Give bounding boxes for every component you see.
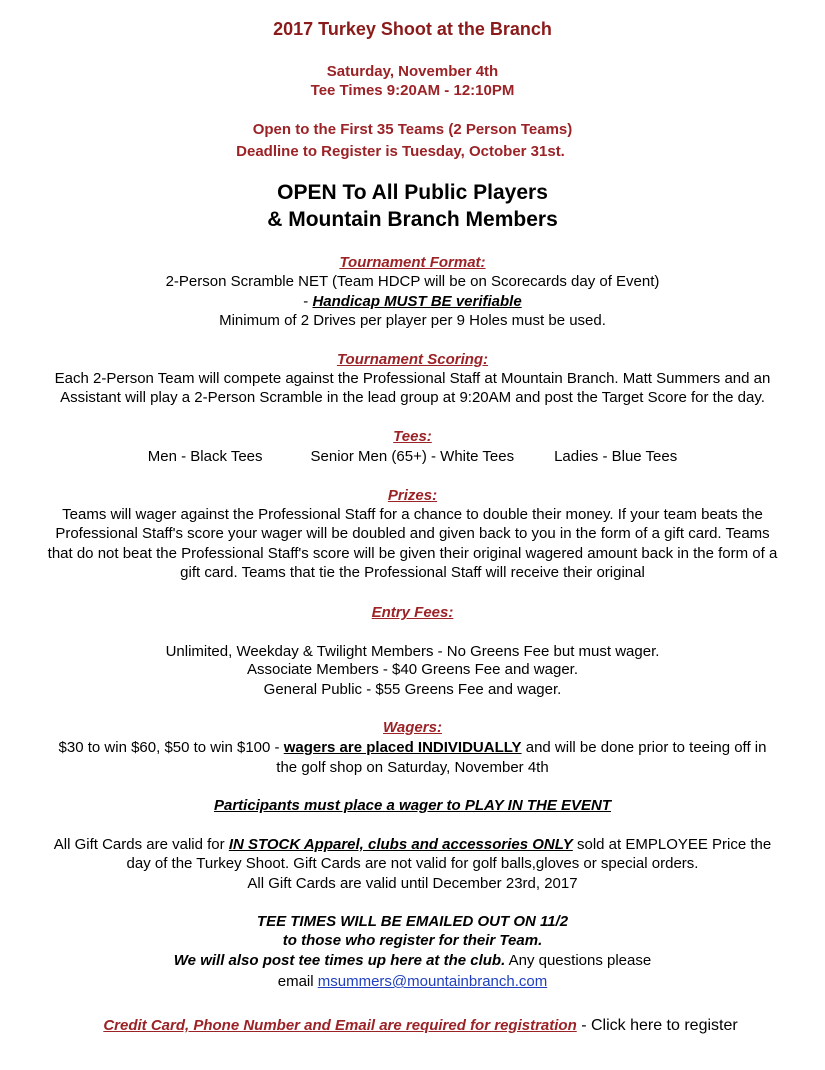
tee-email-line-1: TEE TIMES WILL BE EMAILED OUT ON 11/2 <box>256 913 569 930</box>
register-link[interactable]: - Click here to register <box>576 1017 738 1034</box>
email-prefix: email <box>277 973 318 990</box>
tee-men: Men - Black Tees <box>147 448 263 465</box>
scoring-heading: Tournament Scoring: <box>336 351 489 368</box>
format-line-3: Minimum of 2 Drives per player per 9 Holes must be used. <box>219 312 606 329</box>
tee-ladies: Ladies - Blue Tees <box>554 448 678 465</box>
tees-line <box>0 447 825 466</box>
format-line-2 <box>0 292 825 311</box>
tee-email-line-4 <box>0 972 825 991</box>
gift-cards-intro: All Gift Cards are valid for <box>53 836 229 853</box>
wager-timing: and will be done prior to teeing off in <box>521 739 767 756</box>
registration-requirement: Credit Card, Phone Number and Email are required for registration <box>103 1017 577 1034</box>
gift-cards-line-2: day of the Turkey Shoot. Gift Cards are not valid for golf balls,gloves or special orders. <box>126 855 699 872</box>
wagers-line-2: the golf shop on Saturday, November 4th <box>276 759 549 776</box>
format-line-1: 2-Person Scramble NET (Team HDCP will be on Scorecards day of Event) <box>165 273 660 290</box>
gift-cards-line-1 <box>0 835 825 854</box>
tee-times-range: Tee Times 9:20AM - 12:10PM <box>310 82 515 99</box>
gift-cards-line-3: All Gift Cards are valid until December 23rd, 2017 <box>247 875 578 892</box>
in-stock-items: IN STOCK Apparel, clubs and accessories ONLY <box>228 836 573 853</box>
participants-notice: Participants must place a wager to PLAY IN THE EVENT <box>213 797 612 814</box>
wagers-heading: Wagers: <box>383 719 442 736</box>
questions-note: Any questions please <box>505 952 652 969</box>
scoring-line-2: Assistant will play a 2-Person Scramble in the lead group at 9:20AM and post the Target Score for the day. <box>60 389 765 406</box>
contact-email-link[interactable]: msummers@mountainbranch.com <box>317 973 548 990</box>
format-heading: Tournament Format: <box>339 254 486 271</box>
prizes-line-3: that do not beat the Professional Staff's score will be given their original wagered amount back in the form of a <box>47 545 778 562</box>
entry-fees-heading: Entry Fees: <box>371 604 454 621</box>
entry-fee-associate: Associate Members - $40 Greens Fee and wager. <box>247 661 578 678</box>
entry-fee-public: General Public - $55 Greens Fee and wager. <box>263 681 562 698</box>
wagers-line-1 <box>0 738 825 757</box>
event-date: Saturday, November 4th <box>326 63 499 80</box>
gift-cards-price: sold at EMPLOYEE Price the <box>572 836 772 853</box>
entry-fee-members: Unlimited, Weekday & Twilight Members - No Greens Fee but must wager. <box>165 643 660 660</box>
scoring-line-1: Each 2-Person Team will compete against the Professional Staff at Mountain Branch. Matt Summers and an <box>54 370 771 387</box>
handicap-verifiable: Handicap MUST BE verifiable <box>312 293 522 310</box>
tee-email-line-3 <box>0 951 825 970</box>
registration-line <box>8 1015 825 1036</box>
open-public-heading: OPEN To All Public Players <box>277 181 548 204</box>
wager-amounts: $30 to win $60, $50 to win $100 - <box>58 739 284 756</box>
tees-heading: Tees: <box>393 428 432 445</box>
registration-deadline: Deadline to Register is Tuesday, October 31st. <box>236 143 565 160</box>
members-heading: & Mountain Branch Members <box>267 208 558 231</box>
post-tee-times: We will also post tee times up here at the club. <box>173 952 506 969</box>
page-title: 2017 Turkey Shoot at the Branch <box>273 19 552 39</box>
wagers-individually: wagers are placed INDIVIDUALLY <box>283 739 522 756</box>
prizes-line-2: Professional Staff's score your wager will be doubled and given back to you in the form of a gift card. Teams <box>55 525 770 542</box>
prizes-line-4: gift card. Teams that tie the Professional Staff will receive their original <box>180 564 645 581</box>
prizes-heading: Prizes: <box>387 487 438 504</box>
tee-email-line-2: to those who register for their Team. <box>282 932 543 949</box>
tee-senior: Senior Men (65+) - White Tees <box>310 448 515 465</box>
team-limit: Open to the First 35 Teams (2 Person Teams) <box>252 121 573 138</box>
prizes-line-1: Teams will wager against the Professional Staff for a chance to double their money. If your team beats the <box>62 506 763 523</box>
format-dash: - <box>303 293 313 310</box>
